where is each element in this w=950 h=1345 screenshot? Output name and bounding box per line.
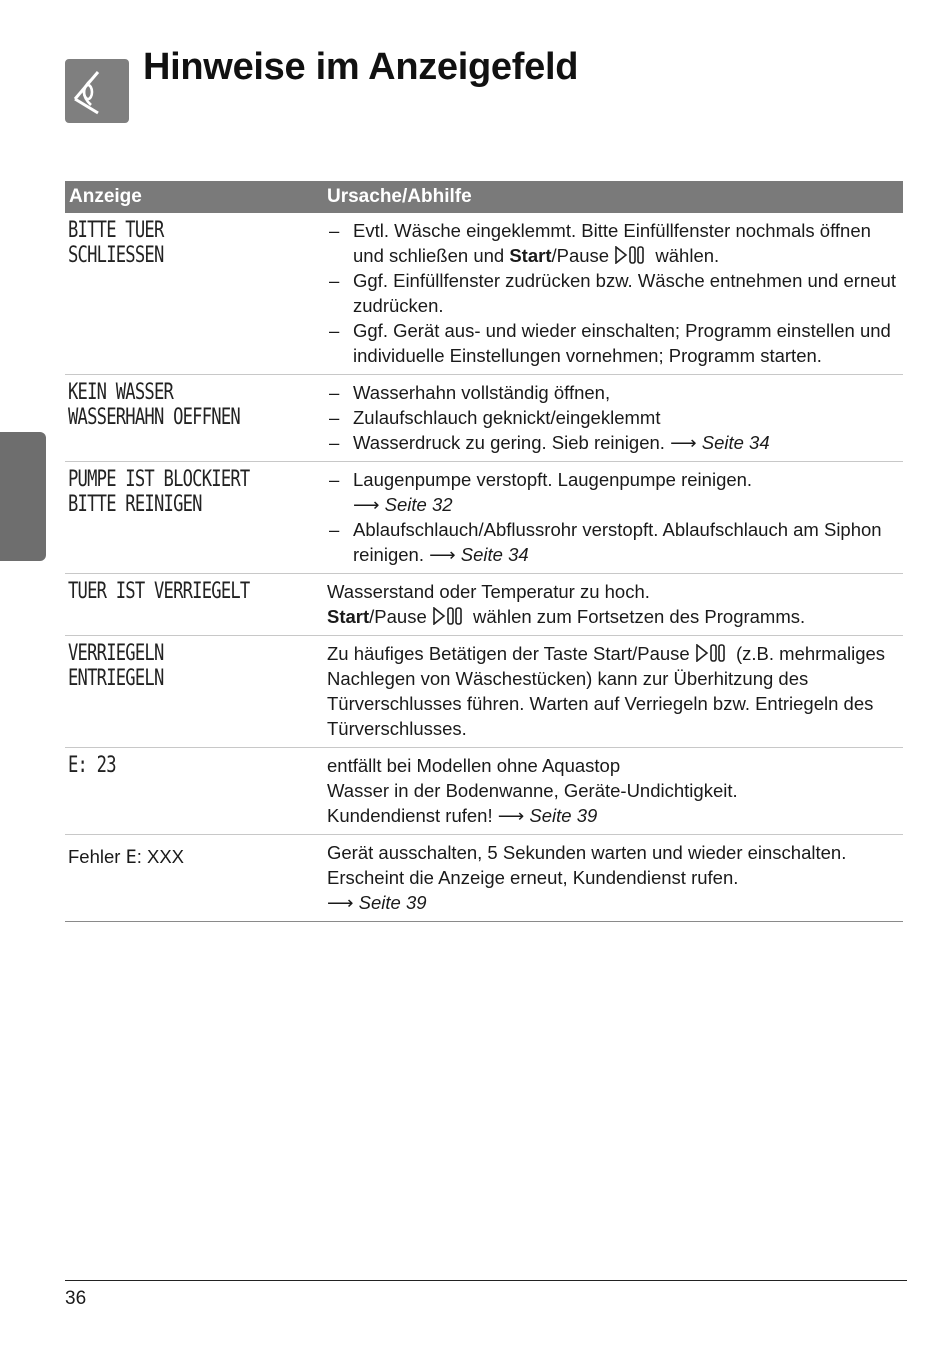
lcd-text: WASSERHAHN OEFFNEN bbox=[68, 405, 240, 430]
arrow-right-icon: ⟶ bbox=[353, 494, 380, 515]
start-pause-icon bbox=[614, 246, 650, 264]
list-item: – Ggf. Gerät aus- und wieder einschalten; Programm einstellen und individuelle Einstellungen vornehmen; Programm starten. bbox=[327, 318, 903, 368]
cause-text: Kundendienst rufen! ⟶ Seite 39 bbox=[327, 805, 598, 826]
lcd-text: PUMPE IST BLOCKIERT bbox=[68, 467, 250, 492]
display-cell bbox=[65, 753, 322, 828]
lcd-text: KEIN WASSER bbox=[68, 380, 174, 405]
cause-cell bbox=[322, 840, 903, 915]
chapter-tab bbox=[0, 432, 46, 561]
page-reference[interactable]: Seite 39 bbox=[529, 805, 598, 826]
cause-cell bbox=[322, 218, 903, 368]
table-header bbox=[65, 181, 903, 213]
lcd-text: BITTE REINIGEN bbox=[68, 492, 202, 517]
page-number: 36 bbox=[65, 1288, 87, 1309]
display-messages-table bbox=[65, 181, 903, 922]
arrow-right-icon: ⟶ bbox=[327, 892, 354, 913]
cause-cell bbox=[322, 753, 903, 828]
lcd-text: BITTE TUER bbox=[68, 218, 164, 243]
table-row bbox=[65, 636, 903, 748]
display-cell bbox=[65, 641, 322, 741]
cause-cell bbox=[322, 380, 903, 455]
footer-divider bbox=[65, 1280, 907, 1281]
lcd-text: SCHLIESSEN bbox=[68, 243, 164, 268]
list-item: – Zulaufschlauch geknickt/eingeklemmt bbox=[327, 405, 903, 430]
lcd-text: TUER IST VERRIEGELT bbox=[68, 579, 250, 604]
arrow-right-icon: ⟶ bbox=[429, 544, 456, 565]
column-header-cause: Ursache/Abhilfe bbox=[327, 186, 472, 207]
display-cell: Fehler E: XXX bbox=[68, 846, 185, 868]
page-title: Hinweise im Anzeigefeld bbox=[143, 46, 579, 88]
display-cell bbox=[65, 218, 322, 368]
cause-text: Start/Pause wählen zum Fortsetzen des Programms. bbox=[327, 606, 806, 627]
display-cell bbox=[65, 467, 322, 567]
lcd-text: E: 23 bbox=[68, 753, 116, 778]
page-reference[interactable]: Seite 34 bbox=[701, 432, 770, 453]
lcd-text: VERRIEGELN bbox=[68, 641, 164, 666]
lcd-text: ENTRIEGELN bbox=[68, 666, 164, 691]
lcd-text: E bbox=[125, 847, 137, 868]
table-row bbox=[65, 748, 903, 835]
cause-cell: Zu häufiges Betätigen der Taste Start/Pause (z.B. mehrmaliges Nachlegen von Wäschestücken) kann zur Überhitzung des Türverschlusses führen. Warten auf Verriegeln bzw. Entriegeln des Türverschlusses. bbox=[327, 643, 886, 739]
column-header-display: Anzeige bbox=[69, 186, 142, 207]
list-item: – Evtl. Wäsche eingeklemmt. Bitte Einfüllfenster nochmals öffnen und schließen und Start/Pause wählen. bbox=[327, 218, 903, 268]
page-reference[interactable]: Seite 39 bbox=[358, 892, 427, 913]
cause-text: Wasser in der Bodenwanne, Geräte-Undichtigkeit. bbox=[327, 780, 738, 801]
arrow-right-icon: ⟶ bbox=[670, 432, 697, 453]
eye-icon bbox=[65, 59, 129, 123]
display-cell bbox=[65, 380, 322, 455]
page-reference[interactable]: Seite 34 bbox=[460, 544, 529, 565]
cause-cell bbox=[322, 467, 903, 567]
start-pause-icon bbox=[695, 644, 731, 662]
list-item: – Wasserhahn vollständig öffnen, bbox=[327, 380, 903, 405]
arrow-right-icon: ⟶ bbox=[497, 805, 525, 826]
table-row bbox=[65, 462, 903, 574]
table-row bbox=[65, 835, 903, 922]
table-row bbox=[65, 213, 903, 375]
table-row bbox=[65, 375, 903, 462]
cause-text: entfällt bei Modellen ohne Aquastop bbox=[327, 755, 621, 776]
page-reference[interactable]: Seite 32 bbox=[384, 494, 453, 515]
display-cell bbox=[65, 579, 322, 629]
list-item: – Ablaufschlauch/Abflussrohr verstopft. Ablaufschlauch am Siphon reinigen. ⟶ Seite 34 bbox=[327, 517, 903, 567]
cause-cell bbox=[322, 579, 903, 629]
list-item: – Laugenpumpe verstopft. Laugenpumpe reinigen. ⟶ Seite 32 bbox=[327, 467, 903, 517]
cause-text: Gerät ausschalten, 5 Sekunden warten und wieder einschalten. Erscheint die Anzeige erneut, Kundendienst rufen. bbox=[327, 842, 847, 888]
table-row bbox=[65, 574, 903, 636]
list-item: – Ggf. Einfüllfenster zudrücken bzw. Wäsche entnehmen und erneut zudrücken. bbox=[327, 268, 903, 318]
cause-text: Wasserstand oder Temperatur zu hoch. bbox=[327, 581, 650, 602]
list-item: – Wasserdruck zu gering. Sieb reinigen. ⟶ Seite 34 bbox=[327, 430, 903, 455]
start-pause-icon bbox=[432, 607, 468, 625]
